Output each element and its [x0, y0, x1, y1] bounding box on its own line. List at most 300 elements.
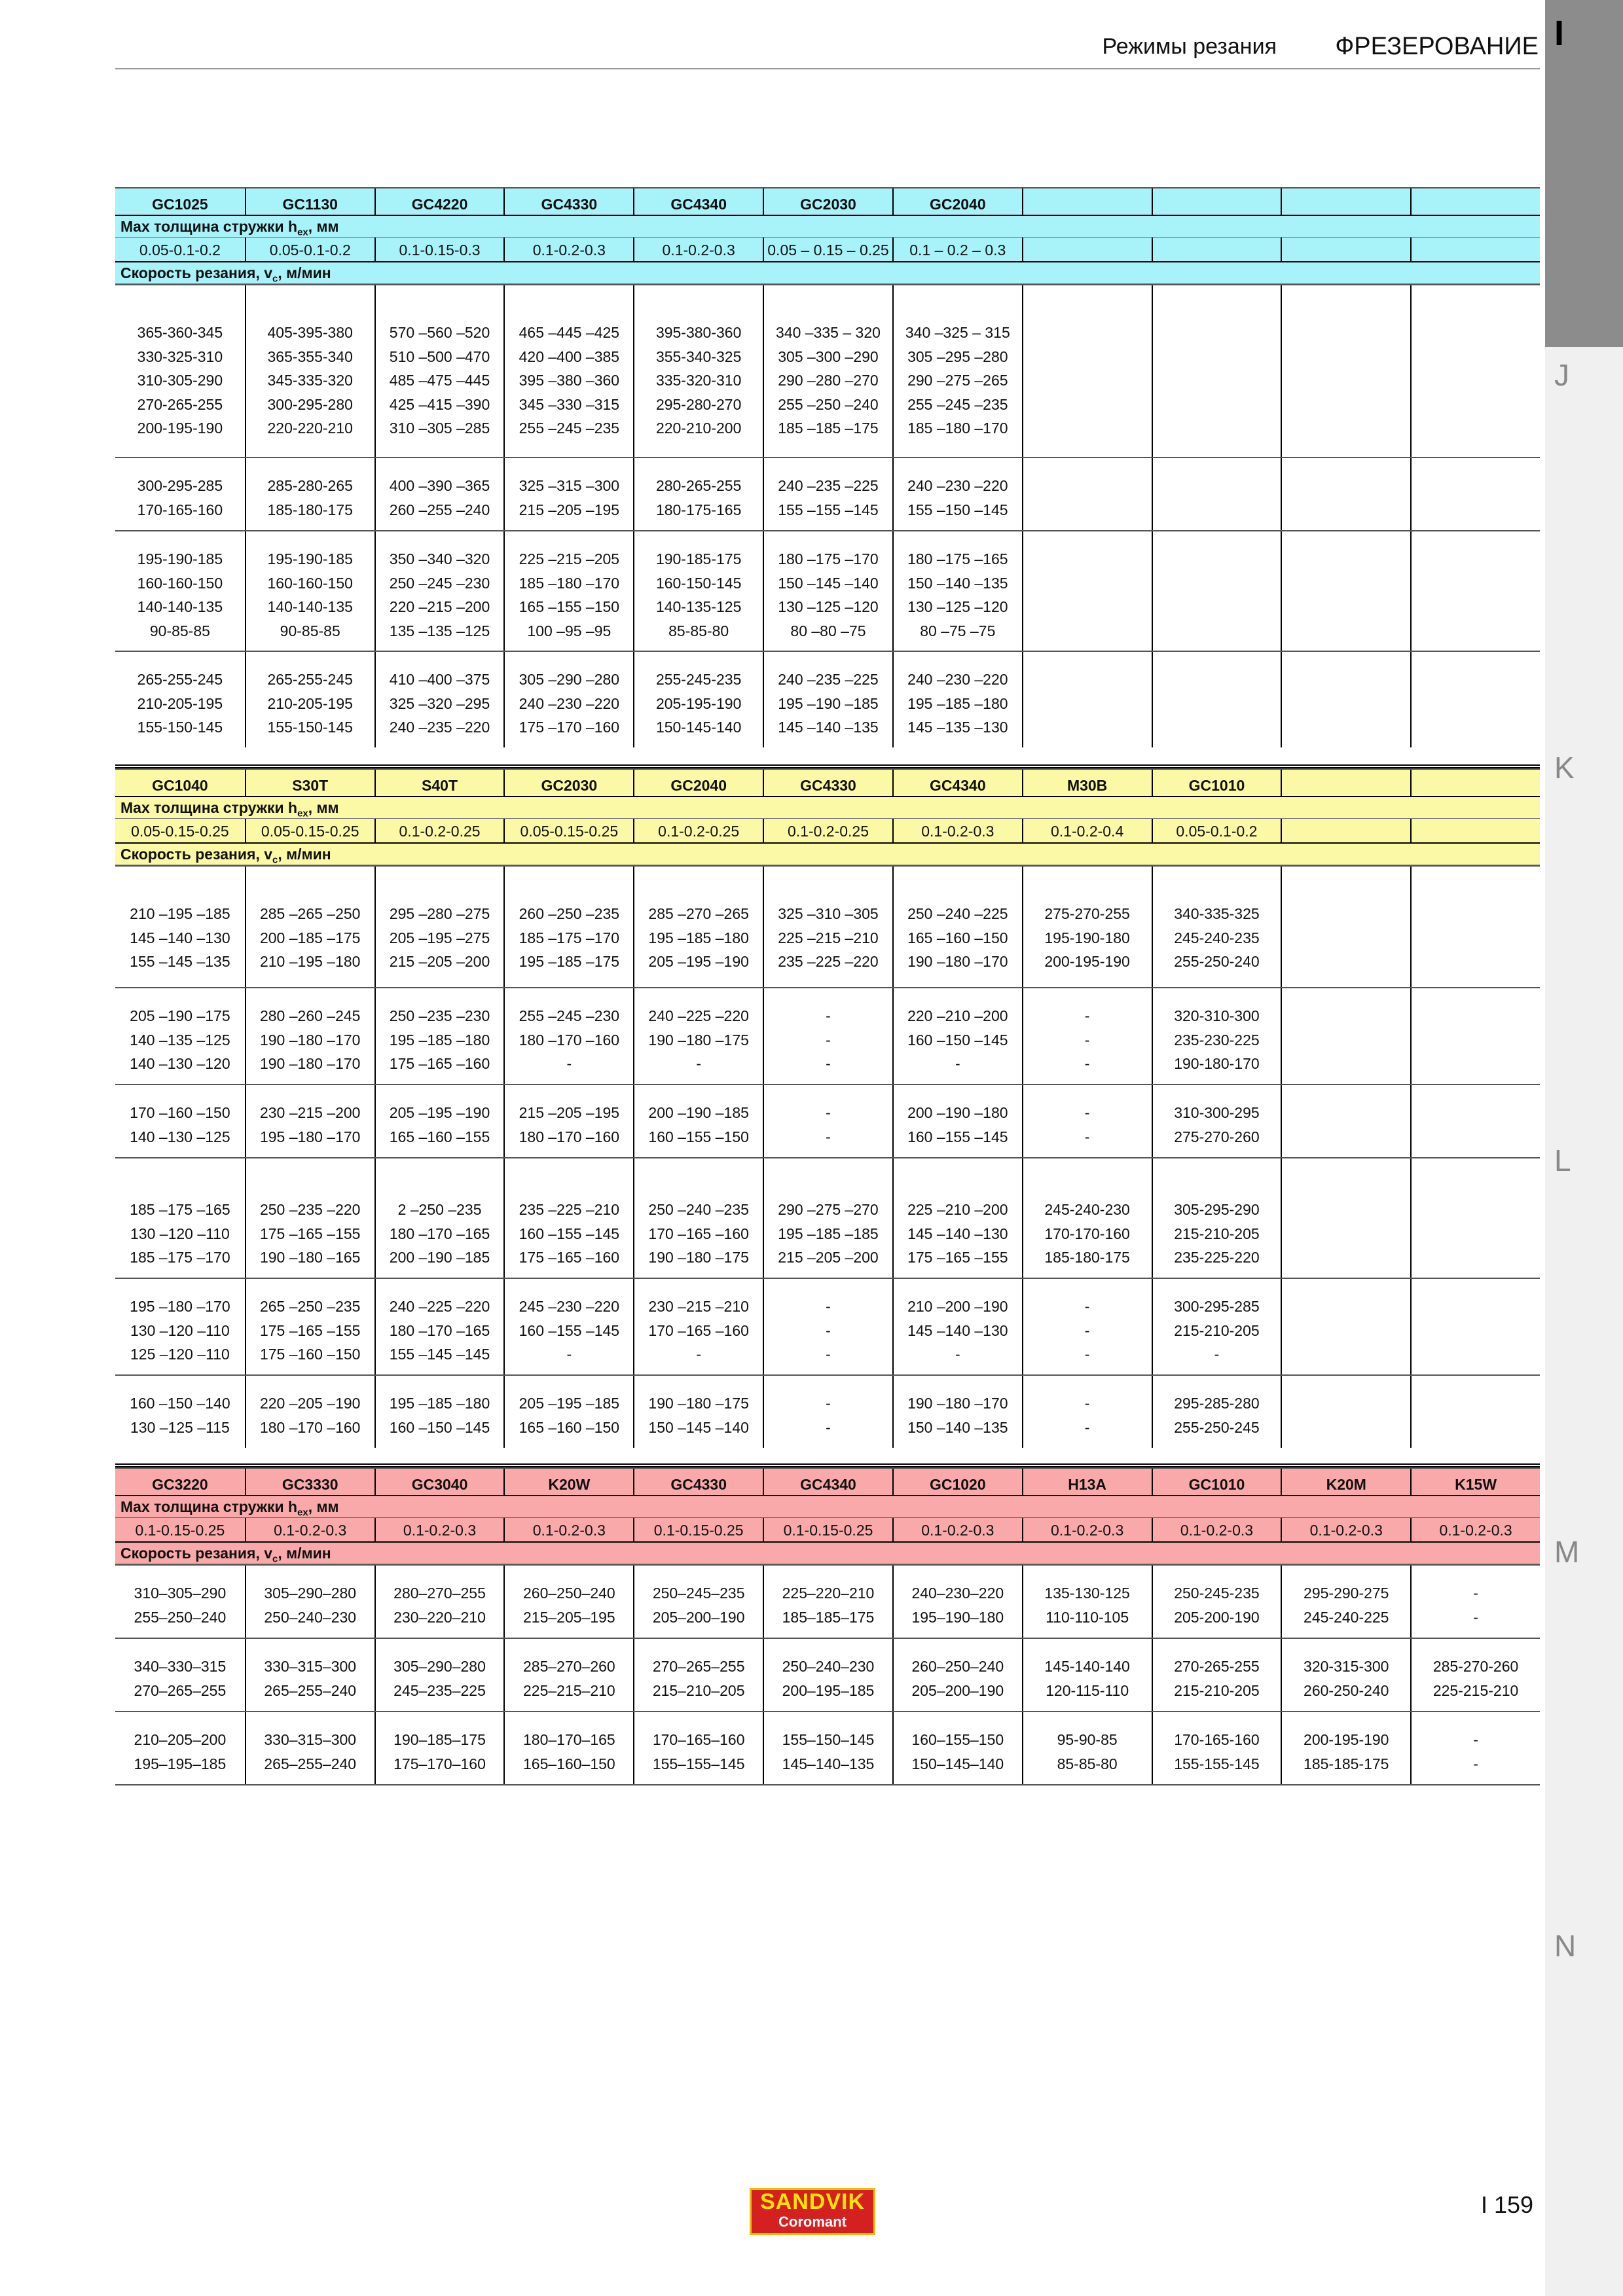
- grade-cell: GC4220: [374, 188, 504, 215]
- speed-value: 180 –170 –165: [389, 1321, 490, 1339]
- speed-cell: [1022, 1376, 1152, 1448]
- speed-value: 270-265-255: [1174, 1658, 1260, 1675]
- speed-cell: [892, 1566, 1022, 1638]
- grade-cell: GC2040: [892, 188, 1022, 215]
- speed-cell: [115, 458, 245, 530]
- speed-value: 425 –415 –390: [389, 395, 490, 413]
- speed-value: 165–160–150: [523, 1755, 615, 1772]
- speed-value: 155 –145 –135: [130, 953, 230, 970]
- speed-value: 205 –195 –185: [519, 1395, 620, 1412]
- speed-cell: [633, 1712, 763, 1784]
- speed-value: 195–190–180: [911, 1608, 1004, 1626]
- grade-cell: [1410, 188, 1540, 215]
- speed-value: 155 –150 –145: [907, 501, 1008, 518]
- speed-cell: [763, 285, 892, 457]
- speed-cell: [1410, 1279, 1540, 1374]
- speed-value: 185 –175 –170: [519, 929, 620, 946]
- speed-cell: [763, 1566, 892, 1638]
- speed-value: 240 –235 –225: [778, 671, 879, 688]
- logo-line1: SANDVIK: [759, 2189, 866, 2214]
- speed-cell: [503, 1566, 633, 1638]
- speed-cell: [1281, 531, 1410, 651]
- speed-cell: [1022, 1158, 1152, 1278]
- speed-value: -: [955, 1346, 960, 1363]
- speed-value: 255 –245 –235: [519, 420, 620, 437]
- tab-I[interactable]: [1545, 0, 1623, 347]
- speed-value: 195 –180 –170: [130, 1298, 230, 1315]
- speed-cell: [1152, 1376, 1281, 1448]
- speed-value: 195 –185 –180: [389, 1031, 490, 1049]
- chip-thickness-cell: 0.1-0.15-0.25: [135, 1522, 225, 1539]
- speed-value: 295-285-280: [1174, 1395, 1260, 1412]
- speed-value: 255 –245 –235: [907, 395, 1008, 413]
- speed-value: 85-85-80: [1057, 1755, 1118, 1772]
- speed-cell: [763, 1279, 892, 1374]
- speed-cell: [1022, 458, 1152, 530]
- speed-cell: [1281, 1566, 1410, 1638]
- speed-cell: [892, 1085, 1022, 1157]
- speed-value: 185 –185 –175: [778, 420, 879, 437]
- speed-value: 280–270–255: [393, 1585, 486, 1602]
- speed-value: -: [1214, 1346, 1220, 1363]
- cutting-speed-label: Скорость резания, $v_c$, м/мин: [115, 1543, 1540, 1564]
- speed-value: 295-280-270: [655, 395, 742, 413]
- tab-label: I: [1554, 14, 1565, 53]
- speed-cell: [503, 1279, 633, 1374]
- chip-thickness-cell: 0.05-0.1-0.2: [139, 242, 221, 259]
- grade-cell: K15W: [1410, 1469, 1540, 1495]
- speed-value: 255-250-240: [1174, 953, 1260, 970]
- speed-value: 250 –240 –225: [907, 905, 1008, 922]
- speed-value: -: [955, 1055, 960, 1072]
- cutting-speed-label: Скорость резания, $v_c$, м/мин: [115, 844, 1540, 865]
- speed-value: 245–235–225: [393, 1681, 486, 1699]
- speed-value: 300-295-285: [1174, 1298, 1260, 1315]
- speed-cell: [245, 1639, 374, 1711]
- speed-cell: [1022, 1085, 1152, 1157]
- speed-value: 135 –135 –125: [389, 622, 490, 639]
- speed-cell: [1410, 1639, 1540, 1711]
- table-yellow: [115, 764, 1540, 1448]
- speed-value: 275-270-260: [1174, 1128, 1260, 1145]
- speed-cell: [633, 1158, 763, 1278]
- speed-value: 145 –140 –135: [778, 719, 879, 736]
- speed-value: 190 –180 –170: [259, 1055, 361, 1072]
- speed-value: 120-115-110: [1046, 1681, 1129, 1699]
- speed-value: 365-355-340: [267, 348, 353, 365]
- grade-row: [115, 187, 1540, 216]
- speed-value: 195 –185 –180: [648, 929, 749, 946]
- speed-value: -: [696, 1055, 701, 1072]
- tab-N[interactable]: [1545, 1923, 1623, 2296]
- speed-cell: [633, 1279, 763, 1374]
- speed-value: 140 –130 –125: [130, 1128, 230, 1145]
- speed-value: 195 –190 –185: [778, 694, 879, 712]
- grade-cell: GC4340: [633, 188, 763, 215]
- speed-value: 180 –170 –160: [259, 1418, 361, 1436]
- speed-group: [115, 530, 1540, 651]
- speed-value: 305 –300 –290: [778, 348, 879, 365]
- speed-value: 130 –125 –120: [907, 598, 1008, 615]
- speed-value: 305 –295 –280: [907, 348, 1008, 365]
- speed-cell: [374, 1566, 504, 1638]
- speed-value: 175 –170 –160: [519, 719, 620, 736]
- speed-value: -: [1084, 1007, 1090, 1024]
- speed-cell: [374, 988, 504, 1084]
- speed-value: 140-135-125: [655, 598, 742, 615]
- speed-value: 225–215–210: [523, 1681, 615, 1699]
- speed-value: 310-300-295: [1174, 1104, 1260, 1121]
- grade-cell: GC4340: [763, 1469, 892, 1495]
- speed-value: 130 –125 –115: [130, 1418, 230, 1436]
- speed-value: 365-360-345: [137, 324, 223, 341]
- speed-cell: [892, 867, 1022, 987]
- chip-thickness-cell: 0.1-0.15-0.25: [633, 1518, 763, 1541]
- speed-value: 265-255-245: [137, 671, 223, 688]
- speed-value: 215-210-205: [1174, 1321, 1260, 1339]
- speed-cell: [1410, 531, 1540, 651]
- speed-value: 230 –215 –200: [259, 1104, 361, 1121]
- speed-cell: [1022, 867, 1152, 987]
- speed-value: 300-295-285: [137, 477, 223, 494]
- speed-cell: [1281, 867, 1410, 987]
- speed-value: 180 –170 –160: [519, 1031, 620, 1049]
- speed-cell: [115, 1566, 245, 1638]
- speed-cell: [374, 652, 504, 747]
- speed-value: 140-140-135: [267, 598, 353, 615]
- speed-value: 160-160-150: [137, 574, 223, 592]
- grade-cell: GC3330: [245, 1469, 374, 1495]
- speed-value: 170–165–160: [652, 1731, 745, 1748]
- grade-row: [115, 768, 1540, 797]
- speed-cell: [1022, 1279, 1152, 1374]
- speed-value: 160 –150 –140: [130, 1395, 230, 1412]
- speed-value: 245-240-235: [1174, 929, 1260, 946]
- speed-cell: [892, 531, 1022, 651]
- speed-value: 195-190-180: [1044, 929, 1130, 946]
- chip-thickness-cell: 0.1-0.2-0.3: [1022, 1518, 1152, 1541]
- speed-value: 185-180-175: [267, 501, 353, 518]
- speed-cell: [1410, 458, 1540, 530]
- speed-value: 160-150-145: [655, 574, 742, 592]
- table-red: [115, 1463, 1540, 1785]
- speed-value: 190 –180 –170: [259, 1031, 361, 1049]
- speed-cell: [1152, 285, 1281, 457]
- speed-value: 195-190-185: [137, 550, 223, 567]
- speed-cell: [245, 1085, 374, 1157]
- speed-cell: [763, 867, 892, 987]
- speed-value: -: [1084, 1128, 1090, 1145]
- speed-value: 195 –185 –180: [389, 1395, 490, 1412]
- speed-value: 250–240–230: [264, 1608, 357, 1626]
- speed-value: 290 –280 –270: [778, 372, 879, 389]
- speed-value: 210–205–200: [134, 1731, 227, 1748]
- tab-label: J: [1554, 358, 1569, 392]
- speed-value: 155 –155 –145: [778, 501, 879, 518]
- speed-cell: [633, 531, 763, 651]
- speed-value: 185-185-175: [1304, 1755, 1389, 1772]
- speed-cell: [633, 1376, 763, 1448]
- speed-value: 215 –205 –200: [778, 1249, 879, 1266]
- speed-value: 195 –185 –185: [778, 1225, 879, 1242]
- speed-value: 240 –235 –220: [389, 719, 490, 736]
- speed-cell: [1152, 1279, 1281, 1374]
- speed-value: 240 –235 –225: [778, 477, 879, 494]
- chip-thickness-row: [115, 1518, 1540, 1543]
- tab-K[interactable]: [1545, 745, 1623, 1132]
- speed-value: 180 –175 –165: [907, 550, 1008, 567]
- speed-value: 265–255–240: [264, 1681, 357, 1699]
- speed-value: 340–330–315: [134, 1658, 227, 1675]
- speed-value: 310–305–290: [134, 1585, 227, 1602]
- speed-cell: [115, 1376, 245, 1448]
- speed-value: 255-250-245: [1174, 1418, 1260, 1436]
- speed-value: 185 –175 –170: [130, 1249, 230, 1266]
- speed-cell: [115, 1158, 245, 1278]
- speed-value: 340 –335 – 320: [776, 324, 881, 341]
- speed-cell: [503, 988, 633, 1084]
- chip-thickness-cell: 0.05-0.15-0.25: [131, 823, 229, 840]
- tab-L[interactable]: [1545, 1138, 1623, 1525]
- speed-cell: [633, 652, 763, 747]
- speed-value: 175 –160 –150: [259, 1346, 361, 1363]
- speed-value: -: [826, 1031, 831, 1049]
- speed-cell: [503, 1376, 633, 1448]
- speed-value: 240 –230 –220: [519, 694, 620, 712]
- tab-J[interactable]: [1545, 352, 1623, 740]
- speed-value: -: [1084, 1104, 1090, 1121]
- grade-cell: GC4330: [763, 770, 892, 796]
- speed-value: 170 –160 –150: [130, 1104, 230, 1121]
- speed-cell: [1152, 1085, 1281, 1157]
- chip-thickness-row: [115, 238, 1540, 262]
- speed-cell: [1152, 652, 1281, 747]
- speed-cell: [1152, 458, 1281, 530]
- speed-cell: [115, 1712, 245, 1784]
- speed-cell: [115, 652, 245, 747]
- chip-thickness-cell: 0.05-0.1-0.2: [1152, 819, 1281, 842]
- grade-cell: S40T: [374, 770, 504, 796]
- speed-value: 200-195-190: [137, 420, 223, 437]
- speed-value: 210 –195 –180: [259, 953, 361, 970]
- speed-value: 285 –270 –265: [648, 905, 749, 922]
- speed-value: 255–250–240: [134, 1608, 227, 1626]
- speed-value: 270–265–255: [134, 1681, 227, 1699]
- grade-cell: GC4340: [892, 770, 1022, 796]
- speed-value: 185 –175 –165: [130, 1201, 230, 1218]
- speed-value: -: [1473, 1755, 1478, 1772]
- table-blue-header: [115, 187, 1540, 284]
- grade-cell: S30T: [245, 770, 374, 796]
- speed-value: 220 –210 –200: [907, 1007, 1008, 1024]
- speed-value: 200 –190 –185: [648, 1104, 749, 1121]
- table-blue: [115, 187, 1540, 747]
- speed-value: -: [826, 1346, 831, 1363]
- chip-thickness-cell: 0.1-0.2-0.3: [503, 1518, 633, 1541]
- grade-row: [115, 1467, 1540, 1496]
- speed-group: [115, 1278, 1540, 1374]
- speed-cell: [1281, 988, 1410, 1084]
- grade-cell: GC4330: [633, 1469, 763, 1495]
- speed-value: 135-130-125: [1044, 1585, 1130, 1602]
- speed-cell: [763, 1376, 892, 1448]
- speed-cell: [763, 1085, 892, 1157]
- speed-value: 150–145–140: [911, 1755, 1004, 1772]
- speed-value: 350 –340 –320: [389, 550, 490, 567]
- speed-value: 395-380-360: [655, 324, 742, 341]
- tab-label: L: [1554, 1143, 1571, 1177]
- speed-value: 190 –180 –175: [648, 1395, 749, 1412]
- speed-value: 180–170–165: [523, 1731, 615, 1748]
- speed-value: 285-270-260: [1432, 1658, 1519, 1675]
- speed-cell: [633, 867, 763, 987]
- speed-cell: [633, 1085, 763, 1157]
- speed-value: -: [1084, 1395, 1090, 1412]
- speed-value: 140 –130 –120: [130, 1055, 230, 1072]
- speed-value: 190 –180 –175: [648, 1249, 749, 1266]
- speed-value: 150 –140 –135: [907, 1418, 1008, 1436]
- speed-value: 210 –195 –185: [130, 905, 230, 922]
- speed-value: 185 –180 –170: [907, 420, 1008, 437]
- speed-value: 300-295-280: [267, 395, 353, 413]
- speed-cell: [374, 1158, 504, 1278]
- speed-value: 260–250–240: [911, 1658, 1004, 1675]
- speed-value: 170-165-160: [1174, 1731, 1260, 1748]
- table-red-header: [115, 1467, 1540, 1564]
- speed-value: 205–200–190: [911, 1681, 1004, 1699]
- speed-value: -: [826, 1298, 831, 1315]
- speed-value: 150 –140 –135: [907, 574, 1008, 592]
- speed-cell: [374, 531, 504, 651]
- speed-value: 340 –325 – 315: [905, 324, 1010, 341]
- speed-value: 200-195-190: [1304, 1731, 1389, 1748]
- speed-value: 190–185–175: [393, 1731, 486, 1748]
- speed-cell: [1152, 988, 1281, 1084]
- speed-cell: [892, 988, 1022, 1084]
- speed-value: 170 –165 –160: [648, 1225, 749, 1242]
- speed-value: 410 –400 –375: [389, 671, 490, 688]
- speed-group: [115, 1711, 1540, 1785]
- speed-cell: [633, 1566, 763, 1638]
- speed-value: 175 –165 –155: [259, 1225, 361, 1242]
- speed-cell: [1281, 1158, 1410, 1278]
- speed-group: [115, 457, 1540, 530]
- speed-value: -: [826, 1395, 831, 1412]
- speed-value: 210-205-195: [267, 694, 353, 712]
- speed-value: 215–205–195: [523, 1608, 615, 1626]
- speed-value: 215 –205 –200: [389, 953, 490, 970]
- speed-value: 220-210-200: [655, 420, 742, 437]
- speed-cell: [1022, 988, 1152, 1084]
- speed-value: 155 –145 –145: [389, 1346, 490, 1363]
- speed-value: 250–240–230: [782, 1658, 875, 1675]
- speed-value: 200–195–185: [782, 1681, 875, 1699]
- speed-value: 190 –180 –170: [907, 1395, 1008, 1412]
- chip-thickness-cell: [1152, 238, 1281, 261]
- grade-cell: GC1010: [1152, 1469, 1281, 1495]
- speed-value: 205 –190 –175: [130, 1007, 230, 1024]
- speed-value: -: [826, 1055, 831, 1072]
- speed-value: 240 –225 –220: [389, 1298, 490, 1315]
- chip-thickness-cell: 0.05-0.1-0.2: [245, 238, 374, 261]
- speed-value: 205-200-190: [1174, 1608, 1260, 1626]
- speed-value: 340-335-325: [1174, 905, 1260, 922]
- speed-group: [115, 1564, 1540, 1638]
- speed-cell: [1022, 1712, 1152, 1784]
- chip-thickness-cell: 0.1-0.2-0.4: [1022, 819, 1152, 842]
- speed-cell: [1281, 458, 1410, 530]
- speed-value: 95-90-85: [1057, 1731, 1118, 1748]
- speed-cell: [1152, 1158, 1281, 1278]
- speed-value: 80 –75 –75: [920, 622, 996, 639]
- speed-value: 185 –180 –170: [519, 574, 620, 592]
- speed-value: 250 –240 –235: [648, 1201, 749, 1218]
- speed-value: 195–195–185: [134, 1755, 227, 1772]
- speed-cell: [503, 1639, 633, 1711]
- speed-cell: [245, 1712, 374, 1784]
- speed-value: 305 –290 –280: [519, 671, 620, 688]
- speed-cell: [1410, 285, 1540, 457]
- speed-cell: [374, 1376, 504, 1448]
- speed-cell: [892, 1158, 1022, 1278]
- speed-value: 250 –245 –230: [389, 574, 490, 592]
- grade-cell: GC3040: [374, 1469, 504, 1495]
- speed-value: 140 –135 –125: [130, 1031, 230, 1049]
- speed-cell: [633, 285, 763, 457]
- speed-value: 150 –145 –140: [648, 1418, 749, 1436]
- speed-value: 145 –140 –130: [907, 1321, 1008, 1339]
- speed-value: -: [566, 1055, 572, 1072]
- speed-cell: [374, 1712, 504, 1784]
- speed-value: -: [1473, 1731, 1478, 1748]
- speed-value: 205-195-190: [655, 694, 742, 712]
- grade-cell: GC1130: [245, 188, 374, 215]
- speed-value: 155–155–145: [652, 1755, 745, 1772]
- speed-cell: [892, 458, 1022, 530]
- speed-cell: [1022, 652, 1152, 747]
- speed-value: 275-270-255: [1044, 905, 1130, 922]
- speed-cell: [1410, 1158, 1540, 1278]
- speed-cell: [763, 1639, 892, 1711]
- speed-value: 160 –155 –145: [907, 1128, 1008, 1145]
- speed-value: 280-265-255: [655, 477, 742, 494]
- speed-value: 165 –160 –150: [519, 1418, 620, 1436]
- speed-value: 195-190-185: [267, 550, 353, 567]
- speed-value: 155–150–145: [782, 1731, 875, 1748]
- speed-value: 265-255-245: [267, 671, 353, 688]
- chip-thickness-cell: 0.1-0.2-0.3: [633, 238, 763, 261]
- speed-cell: [503, 285, 633, 457]
- speed-cell: [892, 652, 1022, 747]
- speed-cell: [245, 988, 374, 1084]
- speed-value: 405-395-380: [267, 324, 353, 341]
- speed-value: 165 –155 –150: [519, 598, 620, 615]
- speed-value: 330–315–300: [264, 1658, 357, 1675]
- logo-line2: Coromant: [778, 2214, 847, 2230]
- speed-cell: [245, 531, 374, 651]
- speed-cell: [763, 531, 892, 651]
- tab-M[interactable]: [1545, 1530, 1623, 1918]
- speed-value: 225 –210 –200: [907, 1201, 1008, 1218]
- speed-value: 345-335-320: [267, 372, 353, 389]
- speed-cell: [374, 1639, 504, 1711]
- speed-value: 125 –120 –110: [130, 1346, 230, 1363]
- speed-value: 310 –305 –285: [389, 420, 490, 437]
- speed-value: 345 –330 –315: [519, 395, 620, 413]
- speed-value: 245-240-230: [1044, 1201, 1130, 1218]
- section-subtitle: Режимы резания: [1102, 34, 1277, 59]
- tab-label: N: [1554, 1929, 1577, 1963]
